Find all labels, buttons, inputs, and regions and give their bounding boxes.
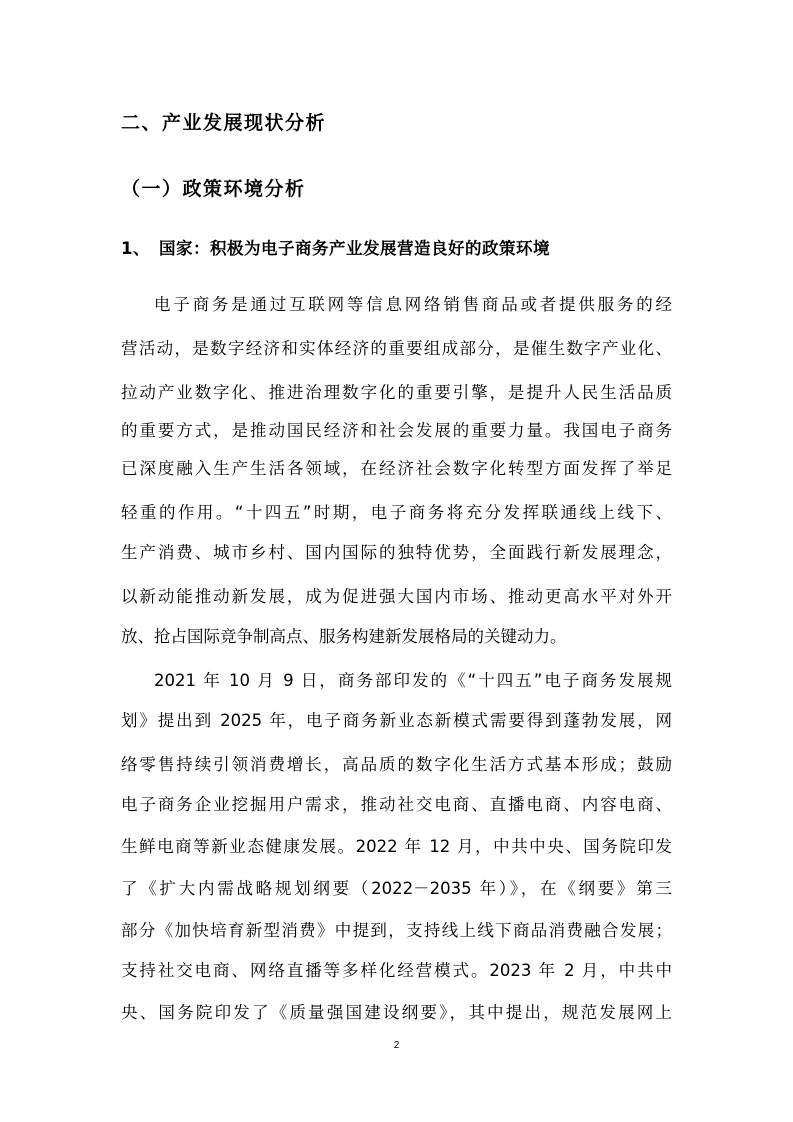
subsubsection-heading <box>121 235 550 259</box>
heading-number: 1、 <box>121 239 150 258</box>
paragraph-line: 以新动能推动新发展，成为促进强大国内市场、推动更高水平对外开 <box>121 587 672 606</box>
paragraph-line: 划》提出到 2025 年，电子商务新业态新模式需要得到蓬勃发展，网 <box>121 711 672 730</box>
paragraph-line: 2021 年 10 月 9 日，商务部印发的《“十四五”电子商务发展规 <box>154 671 672 690</box>
paragraph-line: 电子商务是通过互联网等信息网络销售商品或者提供服务的经 <box>154 295 672 314</box>
paragraph-line: 生鲜电商等新业态健康发展。2022 年 12 月，中共中央、国务院印发 <box>121 837 672 856</box>
paragraph-line: 已深度融入生产生活各领域，在经济社会数字化转型方面发挥了举足 <box>121 459 672 478</box>
paragraph-line: 的重要方式，是推动国民经济和社会发展的重要力量。我国电子商务 <box>121 421 672 440</box>
paragraph-line: 了《扩大内需战略规划纲要（2022－2035 年）》，在《纲要》第三 <box>121 879 672 898</box>
paragraph-line: 生产消费、城市乡村、国内国际的独特优势，全面践行新发展理念， <box>121 543 672 562</box>
paragraph-line: 拉动产业数字化、推进治理数字化的重要引擎，是提升人民生活品质 <box>121 383 672 402</box>
paragraph-line: 央、国务院印发了《质量强国建设纲要》，其中提出，规范发展网上 <box>121 1003 672 1022</box>
section-heading: 二、产业发展现状分析 <box>121 112 327 134</box>
paragraph-line: 络零售持续引领消费增长，高品质的数字化生活方式基本形成；鼓励 <box>121 755 672 774</box>
subsection-heading: （一）政策环境分析 <box>121 178 306 200</box>
heading-text: 国家：积极为电子商务产业发展营造良好的政策环境 <box>159 239 550 258</box>
paragraph-line: 放、抢占国际竞争制高点、服务构建新发展格局的关键动力。 <box>121 627 567 646</box>
paragraph-line: 电子商务企业挖掘用户需求，推动社交电商、直播电商、内容电商、 <box>121 795 672 814</box>
paragraph-line: 营活动，是数字经济和实体经济的重要组成部分，是催生数字产业化、 <box>121 339 672 358</box>
page-number: 2 <box>393 1040 400 1051</box>
paragraph-line: 部分《加快培育新型消费》中提到，支持线上线下商品消费融合发展； <box>121 921 672 940</box>
paragraph-line: 轻重的作用。“十四五”时期，电子商务将充分发挥联通线上线下、 <box>121 503 672 522</box>
paragraph-line: 支持社交电商、网络直播等多样化经营模式。2023 年 2 月，中共中 <box>121 961 672 980</box>
